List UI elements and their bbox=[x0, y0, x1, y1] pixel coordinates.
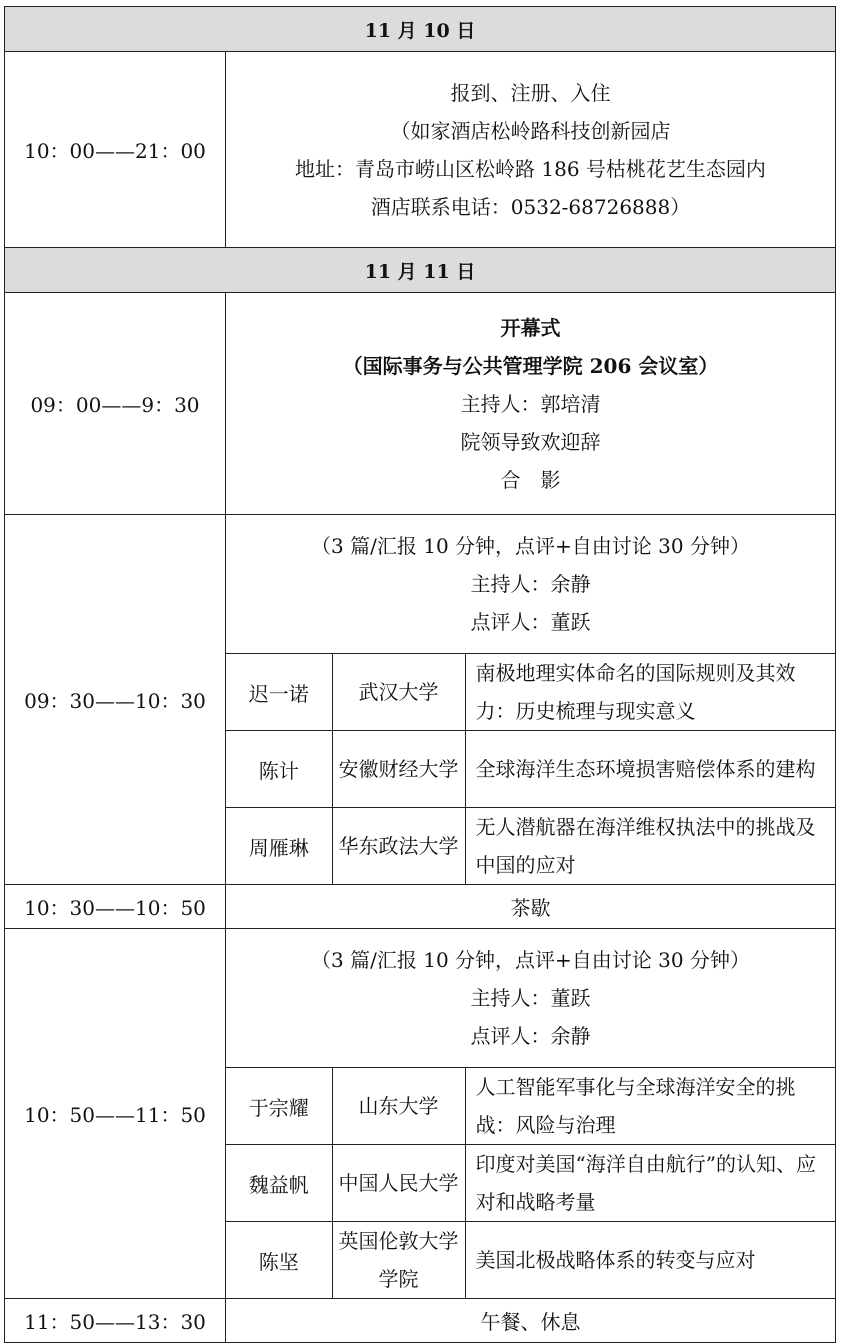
presenter-university: 英国伦敦大学学院 bbox=[332, 1222, 465, 1299]
paper-title: 全球海洋生态环境损害赔偿体系的建构 bbox=[465, 731, 835, 808]
presenter-name: 迟一诺 bbox=[226, 654, 332, 731]
presenter-name: 陈计 bbox=[226, 731, 332, 808]
presenter-university: 武汉大学 bbox=[332, 654, 465, 731]
commentator-label: 点评人：余静 bbox=[470, 1024, 591, 1048]
paper-title: 美国北极战略体系的转变与应对 bbox=[465, 1222, 835, 1299]
day-header: 11 月 11 日 bbox=[5, 248, 836, 293]
time-cell: 10：30——10：50 bbox=[5, 885, 226, 929]
session-header bbox=[226, 929, 835, 1068]
paper-table bbox=[226, 929, 835, 1298]
host-label: 主持人：余静 bbox=[470, 572, 591, 596]
time-cell: 10：50——11：50 bbox=[5, 929, 226, 1299]
presenter-name: 周雁琳 bbox=[226, 808, 332, 885]
detail-line: 地址：青岛市崂山区松岭路 186 号枯桃花艺生态园内 bbox=[295, 156, 766, 181]
opening-row bbox=[5, 293, 836, 515]
presenter-name: 于宗耀 bbox=[226, 1068, 332, 1145]
day-header-row bbox=[5, 248, 836, 293]
session-2-details bbox=[226, 929, 836, 1299]
checkin-row bbox=[5, 52, 836, 248]
time-cell: 09：00——9：30 bbox=[5, 293, 226, 515]
presenter-university: 中国人民大学 bbox=[332, 1145, 465, 1222]
paper-table bbox=[226, 515, 835, 884]
host-label: 主持人：郭培清 bbox=[460, 391, 601, 416]
paper-row bbox=[226, 1222, 835, 1299]
lunch-label: 午餐、休息 bbox=[226, 1299, 836, 1343]
paper-title: 人工智能军事化与全球海洋安全的挑战：风险与治理 bbox=[465, 1068, 835, 1145]
session-1-details bbox=[226, 515, 836, 885]
session-format: （3 篇/汇报 10 分钟，点评+自由讨论 30 分钟） bbox=[311, 948, 750, 972]
detail-line: 酒店联系电话：0532-68726888） bbox=[370, 194, 691, 219]
opening-title: 开幕式 bbox=[500, 315, 561, 340]
detail-line: （如家酒店松岭路科技创新园店 bbox=[390, 118, 671, 143]
detail-line: 报到、注册、入住 bbox=[450, 80, 611, 105]
opening-venue: （国际事务与公共管理学院 206 会议室） bbox=[342, 353, 719, 378]
paper-row bbox=[226, 1068, 835, 1145]
time-cell: 09：30——10：30 bbox=[5, 515, 226, 885]
tea-break-row bbox=[5, 885, 836, 929]
session-2-row bbox=[5, 929, 836, 1299]
paper-row bbox=[226, 654, 835, 731]
session-1-row bbox=[5, 515, 836, 885]
session-header bbox=[226, 515, 835, 654]
commentator-label: 点评人：董跃 bbox=[470, 610, 591, 634]
presenter-university: 安徽财经大学 bbox=[332, 731, 465, 808]
session-format: （3 篇/汇报 10 分钟，点评+自由讨论 30 分钟） bbox=[311, 534, 750, 558]
opening-details bbox=[226, 293, 836, 515]
tea-break-label: 茶歇 bbox=[226, 885, 836, 929]
checkin-details bbox=[226, 52, 836, 248]
presenter-university: 山东大学 bbox=[332, 1068, 465, 1145]
paper-title: 印度对美国“海洋自由航行”的认知、应对和战略考量 bbox=[465, 1145, 835, 1222]
lunch-row bbox=[5, 1299, 836, 1343]
time-cell: 11：50——13：30 bbox=[5, 1299, 226, 1343]
presenter-name: 魏益帆 bbox=[226, 1145, 332, 1222]
photo-label: 合 影 bbox=[500, 467, 561, 492]
paper-row bbox=[226, 808, 835, 885]
day-header-row bbox=[5, 7, 836, 52]
presenter-university: 华东政法大学 bbox=[332, 808, 465, 885]
paper-title: 无人潜航器在海洋维权执法中的挑战及中国的应对 bbox=[465, 808, 835, 885]
welcome-label: 院领导致欢迎辞 bbox=[460, 429, 601, 454]
paper-row bbox=[226, 731, 835, 808]
schedule-table bbox=[4, 6, 836, 1343]
paper-title: 南极地理实体命名的国际规则及其效力：历史梳理与现实意义 bbox=[465, 654, 835, 731]
day-header: 11 月 10 日 bbox=[5, 7, 836, 52]
paper-row bbox=[226, 1145, 835, 1222]
host-label: 主持人：董跃 bbox=[470, 986, 591, 1010]
time-cell: 10：00——21：00 bbox=[5, 52, 226, 248]
presenter-name: 陈坚 bbox=[226, 1222, 332, 1299]
